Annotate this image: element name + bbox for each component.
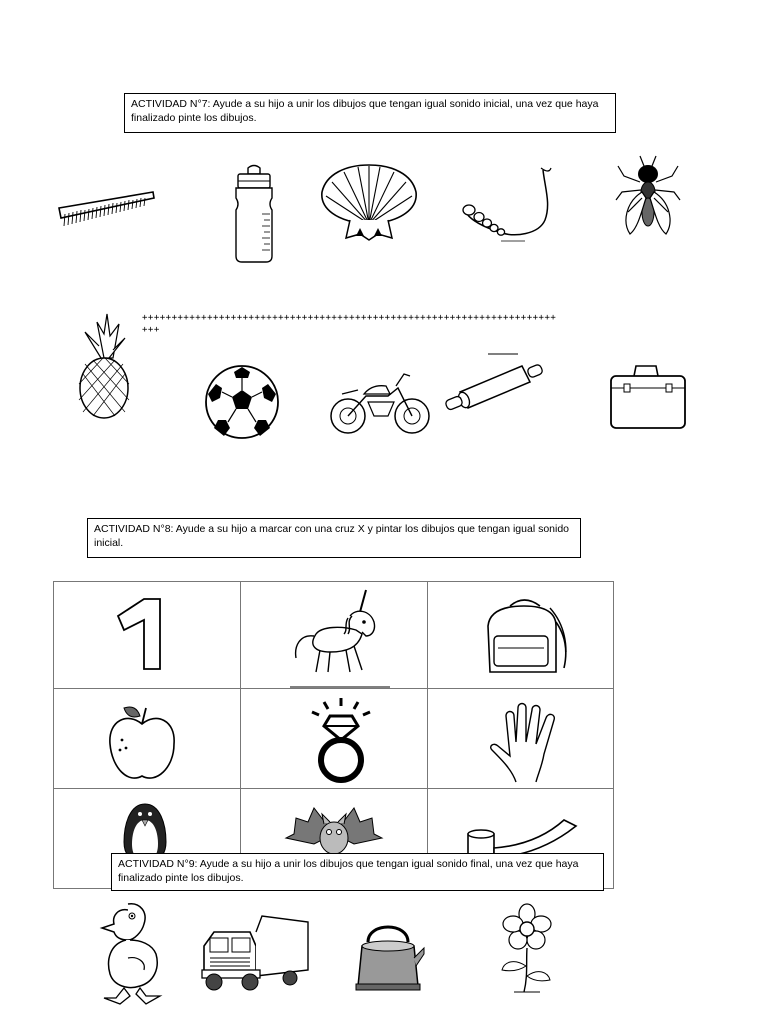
fly-icon [612, 152, 684, 242]
kettle-icon [352, 918, 426, 994]
activity-8-instructions: ACTIVIDAD N°8: Ayude a su hijo a marcar con una cruz X y pintar los dibujos que tengan igual sonido inicial. [87, 518, 581, 558]
flower-icon [496, 902, 558, 994]
activity-7-instructions: ACTIVIDAD N°7: Ayude a su hijo a unir los dibujos que tengan igual sonido inicial, una vez que haya finalizado pinte los dibujos. [124, 93, 616, 133]
seashell-icon [316, 162, 422, 244]
ring-icon[interactable] [306, 696, 376, 786]
separator-plus-line: ++++++++++++++++++++++++++++++++++++++++++++++++++++++++++++++++++++++ [142, 313, 557, 323]
picture-grid [53, 581, 614, 889]
duck-icon [98, 900, 166, 1006]
separator-plus-line-continued: +++ [142, 325, 160, 335]
truck-icon [200, 912, 312, 992]
apple-icon[interactable] [104, 702, 180, 786]
comb-icon [55, 186, 157, 232]
motorcycle-icon [328, 368, 432, 438]
unicorn-icon[interactable] [286, 586, 394, 688]
baby-bottle-icon [226, 164, 282, 268]
rolling-pin-icon [444, 352, 544, 420]
backpack-icon[interactable] [480, 592, 570, 682]
suitcase-icon [606, 360, 690, 434]
foot-icon [459, 164, 560, 242]
activity-9-instructions: ACTIVIDAD N°9: Ayude a su hijo a unir los dibujos que tengan igual sonido final, una vez que haya finalizado pinte los dibujos. [111, 853, 604, 891]
number-one-icon[interactable] [114, 596, 166, 672]
hand-icon[interactable] [486, 702, 564, 784]
soccer-ball-icon [204, 364, 280, 440]
pineapple-icon [75, 312, 133, 420]
